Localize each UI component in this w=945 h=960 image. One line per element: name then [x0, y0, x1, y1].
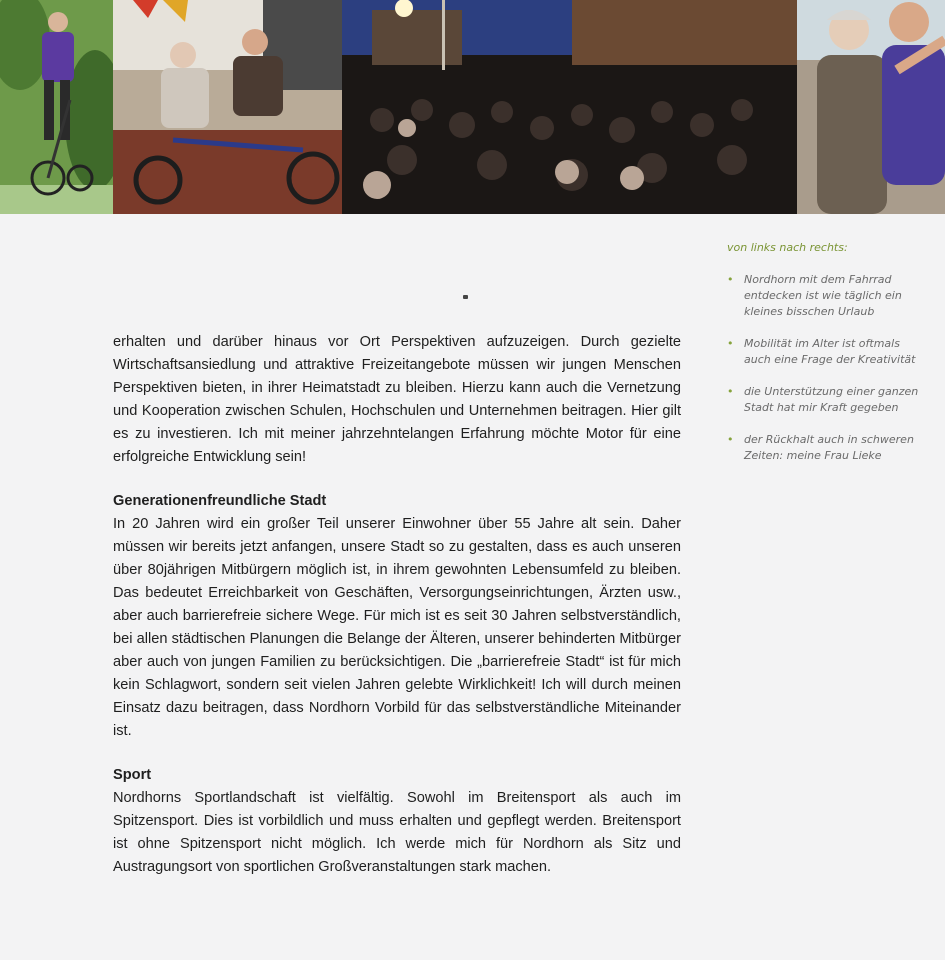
caption-item: [727, 272, 927, 320]
caption-item: [727, 384, 927, 416]
evening-crowd-photo: [342, 0, 797, 214]
intro-paragraph: erhalten und darüber hinaus vor Ort Perspektiven aufzuzeigen. Durch gezielte Wirtschaftsansiedlung und attraktive Freizeitangebote müssen wir jungen Menschen Perspektiven bieten, in ihrer Heimatstadt zu bleiben. Hierzu kann auch die Vernetzung und Kooperation zwischen Schulen, Hochschulen und Unternehmen beitragen. Hier gilt es zu investieren. Ich mit meiner jahrzehntelangen Erfahrung möchte Motor für eine erfolgreiche Entwicklung sein!: [113, 334, 681, 465]
cyclist-photo: [0, 0, 113, 214]
main-column: [113, 331, 681, 879]
section-heading-sport: Sport: [113, 767, 152, 784]
photo-captions-sidebar: [727, 240, 927, 480]
caption-item: [727, 336, 927, 368]
section-text-sport: Nordhorns Sportlandschaft ist vielfältig. Sowohl im Breitensport als auch im Spitzensport. Dies ist vorbildlich und muss erhalten und gepflegt werden. Breitensport ist ohne Spitzensport nicht möglich. Ich werde mich für Nordhorn als Sitz und Austragungsort von sportlichen Großveranstaltungen stark machen.: [113, 790, 681, 876]
printing-mark: [463, 295, 468, 299]
bullet-icon: •: [727, 337, 734, 350]
bullet-icon: •: [727, 385, 734, 398]
caption-text: der Rückhalt auch in schweren Zeiten: meine Frau Lieke: [744, 433, 914, 462]
captions-heading: von links nach rechts:: [727, 241, 848, 254]
caption-text: Mobilität im Alter ist oftmals auch eine Frage der Kreativität: [744, 337, 916, 366]
bullet-icon: •: [727, 433, 734, 446]
paragraph-spacer: [113, 468, 681, 490]
couple-photo: [797, 0, 945, 214]
caption-text: Nordhorn mit dem Fahrrad entdecken ist wie täglich ein kleines bisschen Urlaub: [744, 273, 902, 318]
paragraph-spacer: [113, 742, 681, 764]
caption-text: die Unterstützung einer ganzen Stadt hat mir Kraft gegeben: [744, 385, 919, 414]
caption-item: [727, 432, 927, 464]
photo-strip: [0, 0, 945, 214]
section-text-generations: In 20 Jahren wird ein großer Teil unserer Einwohner über 55 Jahre alt sein. Daher müssen wir bereits jetzt anfangen, unsere Stadt so zu gestalten, dass es auch unseren über 80jährigen Mitbürgern möglich ist, in ihrem gewohnten Lebensumfeld zu bleiben. Das bedeutet Erreichbarkeit von Geschäften, Versorgungseinrichtungen, Ärzten usw., aber auch barrierefreie sichere Wege. Für mich ist es seit 30 Jahren selbstverständlich, bei allen städtischen Planungen die Belange der Älteren, unserer behinderten Mitbürger aber auch von jungen Familien zu berücksichtigen. Die „barrierefreie Stadt“ ist für mich kein Schlagwort, sondern seit vielen Jahren gelebte Wirklichkeit! Ich will durch meinen Einsatz dazu beitragen, dass Nordhorn Vorbild für das selbstverständliche Miteinander ist.: [113, 516, 681, 739]
section-heading-generations: Generationenfreundliche Stadt: [113, 493, 327, 510]
captions-list: [727, 272, 927, 464]
seniors-tandem-photo: [113, 0, 342, 214]
bullet-icon: •: [727, 273, 734, 286]
